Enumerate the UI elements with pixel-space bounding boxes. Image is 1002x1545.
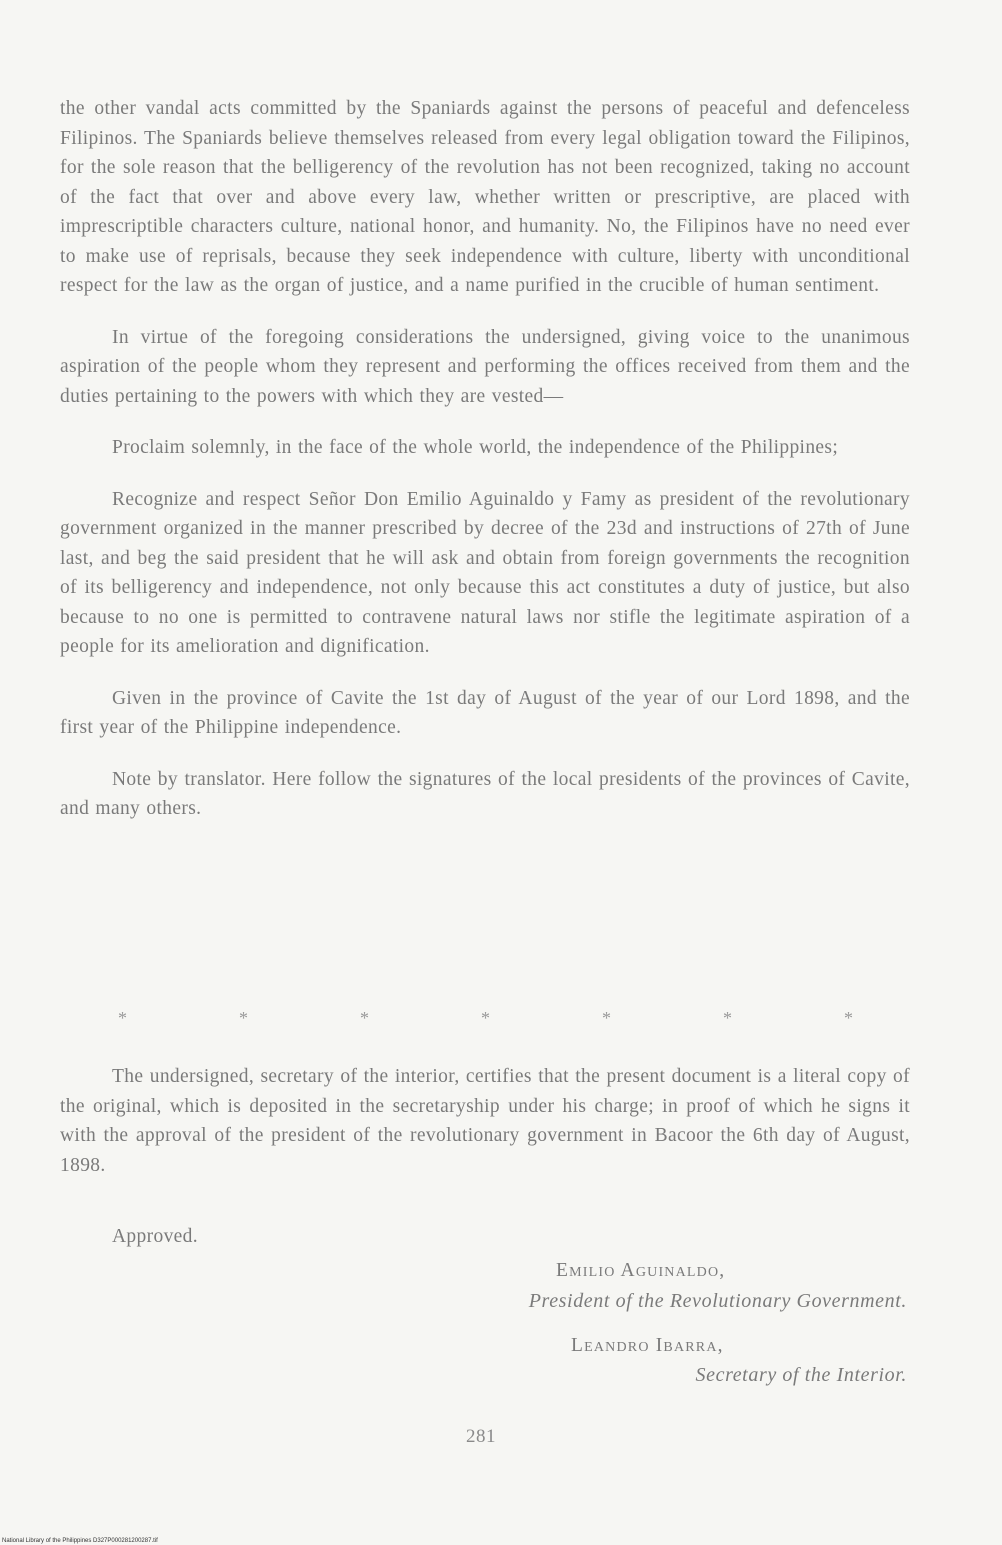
signature-title-president: President of the Revolutionary Government. (528, 1290, 907, 1312)
paragraph-vandal-acts: the other vandal acts committed by the Spaniards against the persons of peaceful and defenceless Filipinos. The Spaniards believe themselves released from every legal obligation toward the Filipinos, for the sole reason that the belligerency of the revolution has not been recognized, taking no account of the fact that over and above every law, whether written or prescriptive, are placed with imprescriptible characters culture, national honor, and humanity. No, the Filipinos have no need ever to make use of reprisals, because they seek independence with culture, liberty with unconditional respect for the law as the organ of justice, and a name purified in the crucible of human sentiment. (60, 98, 910, 296)
signature-name-ibarra: Leandro Ibarra, (571, 1335, 724, 1356)
star-separator: * (844, 1008, 853, 1028)
star-separator: * (118, 1008, 127, 1028)
paragraph-given: Given in the province of Cavite the 1st day of August of the year of our Lord 1898, and the first year of the Philippine independence. (60, 687, 910, 738)
separator-stars (118, 1008, 853, 1029)
star-separator: * (602, 1008, 611, 1028)
footer-credit: National Library of the Philippines D327P000281200287.tif (2, 1538, 158, 1544)
paragraph-recognize: Recognize and respect Señor Don Emilio Aguinaldo y Famy as president of the revolutionary government organized in the manner prescribed by decree of the 23d and instructions of 27th of June last, and beg the said president that he will ask and obtain from foreign governments the recognition of its belligerency and independence, not only because this act constitutes a duty of justice, but also because to no one is permitted to contravene natural laws nor stifle the legitimate aspiration of a people for its amelioration and dignification. (60, 488, 910, 657)
page-number: 281 (466, 1426, 496, 1447)
signature-title-secretary: Secretary of the Interior. (695, 1364, 907, 1386)
paragraph-translator-note: Note by translator. Here follow the signatures of the local presidents of the provinces of Cavite, and many others. (60, 768, 910, 819)
approved-label: Approved. (112, 1226, 199, 1247)
star-separator: * (239, 1008, 248, 1028)
star-separator: * (723, 1008, 732, 1028)
paragraph-proclaim: Proclaim solemnly, in the face of the whole world, the independence of the Philippines; (112, 437, 839, 458)
signature-name-aguinaldo: Emilio Aguinaldo, (556, 1260, 726, 1281)
body-text (60, 94, 910, 846)
star-separator: * (481, 1008, 490, 1028)
star-separator: * (360, 1008, 369, 1028)
certification-paragraph: The undersigned, secretary of the interior, certifies that the present document is a literal copy of the original, which is deposited in the secretaryship under his charge; in proof of which he signs it with the approval of the president of the revolutionary government in Bacoor the 6th day of August, 1898. (60, 1066, 910, 1176)
paragraph-considerations: In virtue of the foregoing considerations the undersigned, giving voice to the unanimous aspiration of the people whom they represent and performing the offices received from them and the duties pertaining to the powers with which they are vested— (60, 326, 910, 407)
